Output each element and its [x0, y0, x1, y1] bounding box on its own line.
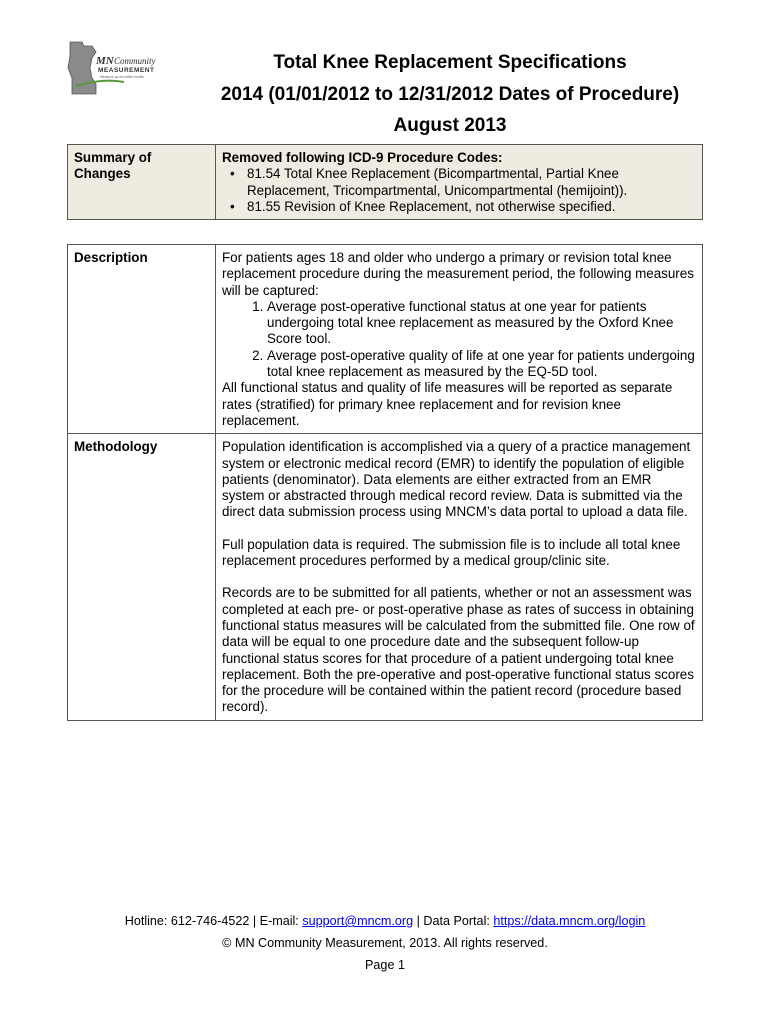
summary-bullet: • 81.55 Revision of Knee Replacement, not otherwise specified. [247, 199, 696, 215]
summary-content [216, 145, 703, 220]
description-content [216, 245, 703, 434]
description-label: Description [68, 245, 216, 434]
footer-hotline: Hotline: 612-746-4522 | E-mail: [124, 914, 303, 928]
document-subtitle: 2014 (01/01/2012 to 12/31/2012 Dates of Procedure) [220, 84, 680, 105]
email-link[interactable]: support@mncm.org [302, 914, 414, 928]
footer-contact [0, 914, 770, 928]
summary-heading: Removed following ICD-9 Procedure Codes: [222, 150, 503, 165]
description-intro: For patients ages 18 and older who undergo a primary or revision total knee replacement procedure during the measurement period, the following measures will be captured: [222, 250, 694, 298]
data-portal-link[interactable]: https://data.mncm.org/login [493, 914, 646, 928]
logo-name: MN [96, 55, 114, 67]
page-number: Page 1 [365, 958, 405, 972]
document-title: Total Knee Replacement Specifications [273, 52, 627, 73]
logo-tagline: Measure up for better health [100, 75, 144, 79]
methodology-paragraph: Records are to be submitted for all patients, whether or not an assessment was completed at each pre- or post-operative phase as rates of success in obtaining functional status measures will be calculated from the submitted file. One row of data will be equal to one procedure date and the subsequent follow-up functional status scores for that procedure of a patient undergoing total knee replacement. Both the pre-operative and post-operative functional status scores for the procedure will be contained within the patient record (procedure based record). [222, 585, 695, 715]
methodology-label: Methodology [68, 434, 216, 720]
measure-item: 2. Average post-operative quality of life at one year for patients undergoing total knee replacement as measured by the EQ-5D tool. [267, 348, 696, 381]
measure-item: 1. Average post-operative functional status at one year for patients undergoing total knee replacement as measured by the Oxford Knee Score tool. [267, 299, 696, 348]
logo [62, 38, 162, 98]
svg-text:MEASUREMENT: MEASUREMENT [98, 67, 155, 74]
footer-copyright: © MN Community Measurement, 2013. All rights reserved. [222, 936, 548, 950]
svg-text:Community: Community [114, 56, 156, 66]
methodology-paragraph: Full population data is required. The submission file is to include all total knee replacement procedures performed by a medical group/clinic site. [222, 536, 681, 569]
description-outro: All functional status and quality of life measures will be reported as separate rates (stratified) for primary knee replacement and for revision knee replacement. [222, 380, 673, 428]
methodology-content [216, 434, 703, 720]
methodology-paragraph: Population identification is accomplished via a query of a practice management system or electronic medical record (EMR) to identify the population of eligible patients (denominator). Data elements are either extracted from an EMR system or abstracted through medical record review. Data is submitted via the direct data submission process using MNCM’s data portal to upload a data file. [222, 439, 691, 520]
footer-portal-label: | Data Portal: [413, 914, 494, 928]
summary-label: Summary of Changes [68, 145, 216, 220]
summary-table [67, 144, 703, 220]
document-date: August 2013 [393, 115, 507, 136]
summary-bullet: • 81.54 Total Knee Replacement (Bicompartmental, Partial Knee Replacement, Tricompartmental, Unicompartmental (hemijoint)). [247, 166, 696, 199]
specifications-table [67, 244, 703, 721]
mn-state-icon [62, 38, 162, 98]
